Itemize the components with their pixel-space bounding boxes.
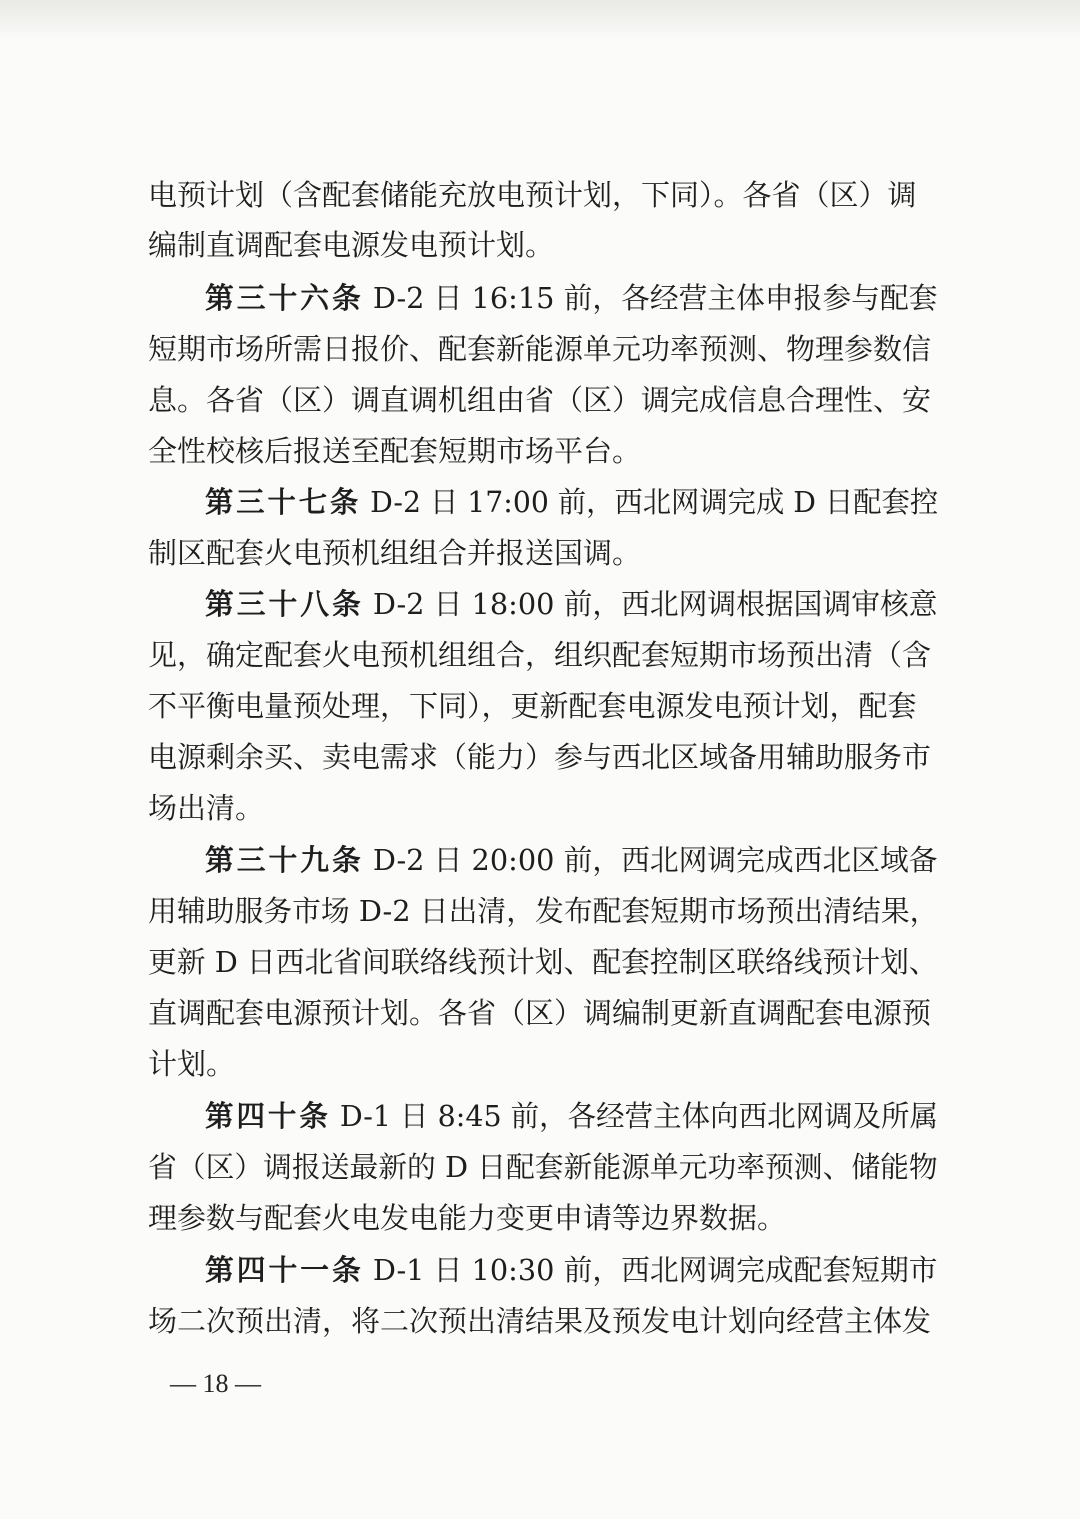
article-40 (205, 1096, 939, 1136)
article-title: 第三十八条 (205, 587, 364, 621)
article-41 (205, 1250, 938, 1290)
article-title: 第三十六条 (205, 281, 364, 315)
article-text: D-2 日 17:00 前，西北网调完成 D 日配套控 (370, 485, 939, 519)
text-line: 息。各省（区）调直调机组由省（区）调完成信息合理性、安 (148, 383, 932, 417)
text-line: 直调配套电源预计划。各省（区）调编制更新直调配套电源预 (148, 996, 932, 1030)
text-line: 全性校核后报送至配套短期市场平台。 (148, 434, 642, 468)
article-36 (205, 278, 938, 318)
text-line: 更新 D 日西北省间联络线预计划、配套控制区联络线预计划、 (148, 945, 938, 979)
text-line: 编制直调配套电源发电预计划。 (148, 228, 555, 262)
article-title: 第三十九条 (205, 843, 364, 877)
text-line: 省（区）调报送最新的 D 日配套新能源单元功率预测、储能物 (148, 1150, 938, 1184)
page-number: — 18 — (170, 1369, 261, 1398)
scan-shadow (0, 0, 1080, 40)
article-38 (205, 584, 938, 624)
text-line: 不平衡电量预处理，下同），更新配套电源发电预计划，配套 (148, 689, 917, 723)
article-text: D-2 日 20:00 前，西北网调完成西北区域备 (372, 843, 938, 877)
article-39 (205, 840, 938, 880)
article-text: D-1 日 8:45 前，各经营主体向西北网调及所属 (339, 1099, 939, 1133)
article-title: 第四十一条 (205, 1253, 364, 1287)
text-line: 制区配套火电预机组组合并报送国调。 (148, 536, 642, 570)
text-line: 用辅助服务市场 D-2 日出清，发布配套短期市场预出清结果， (148, 894, 939, 928)
text-line: 场出清。 (148, 791, 265, 825)
article-text: D-1 日 10:30 前，西北网调完成配套短期市 (372, 1253, 938, 1287)
text-line: 理参数与配套火电发电能力变更申请等边界数据。 (148, 1201, 787, 1235)
text-line: 场二次预出清，将二次预出清结果及预发电计划向经营主体发 (148, 1304, 932, 1338)
article-text: D-2 日 18:00 前，西北网调根据国调审核意 (372, 587, 938, 621)
text-line: 电预计划（含配套储能充放电预计划，下同）。各省（区）调 (148, 178, 917, 212)
article-text: D-2 日 16:15 前，各经营主体申报参与配套 (372, 281, 938, 315)
article-37 (205, 482, 939, 522)
text-line: 见，确定配套火电预机组组合，组织配套短期市场预出清（含 (148, 638, 932, 672)
text-line: 短期市场所需日报价、配套新能源单元功率预测、物理参数信 (148, 332, 932, 366)
text-line: 计划。 (148, 1047, 236, 1081)
article-title: 第四十条 (205, 1099, 331, 1133)
article-title: 第三十七条 (205, 485, 362, 519)
text-line: 电源剩余买、卖电需求（能力）参与西北区域备用辅助服务市 (148, 740, 932, 774)
